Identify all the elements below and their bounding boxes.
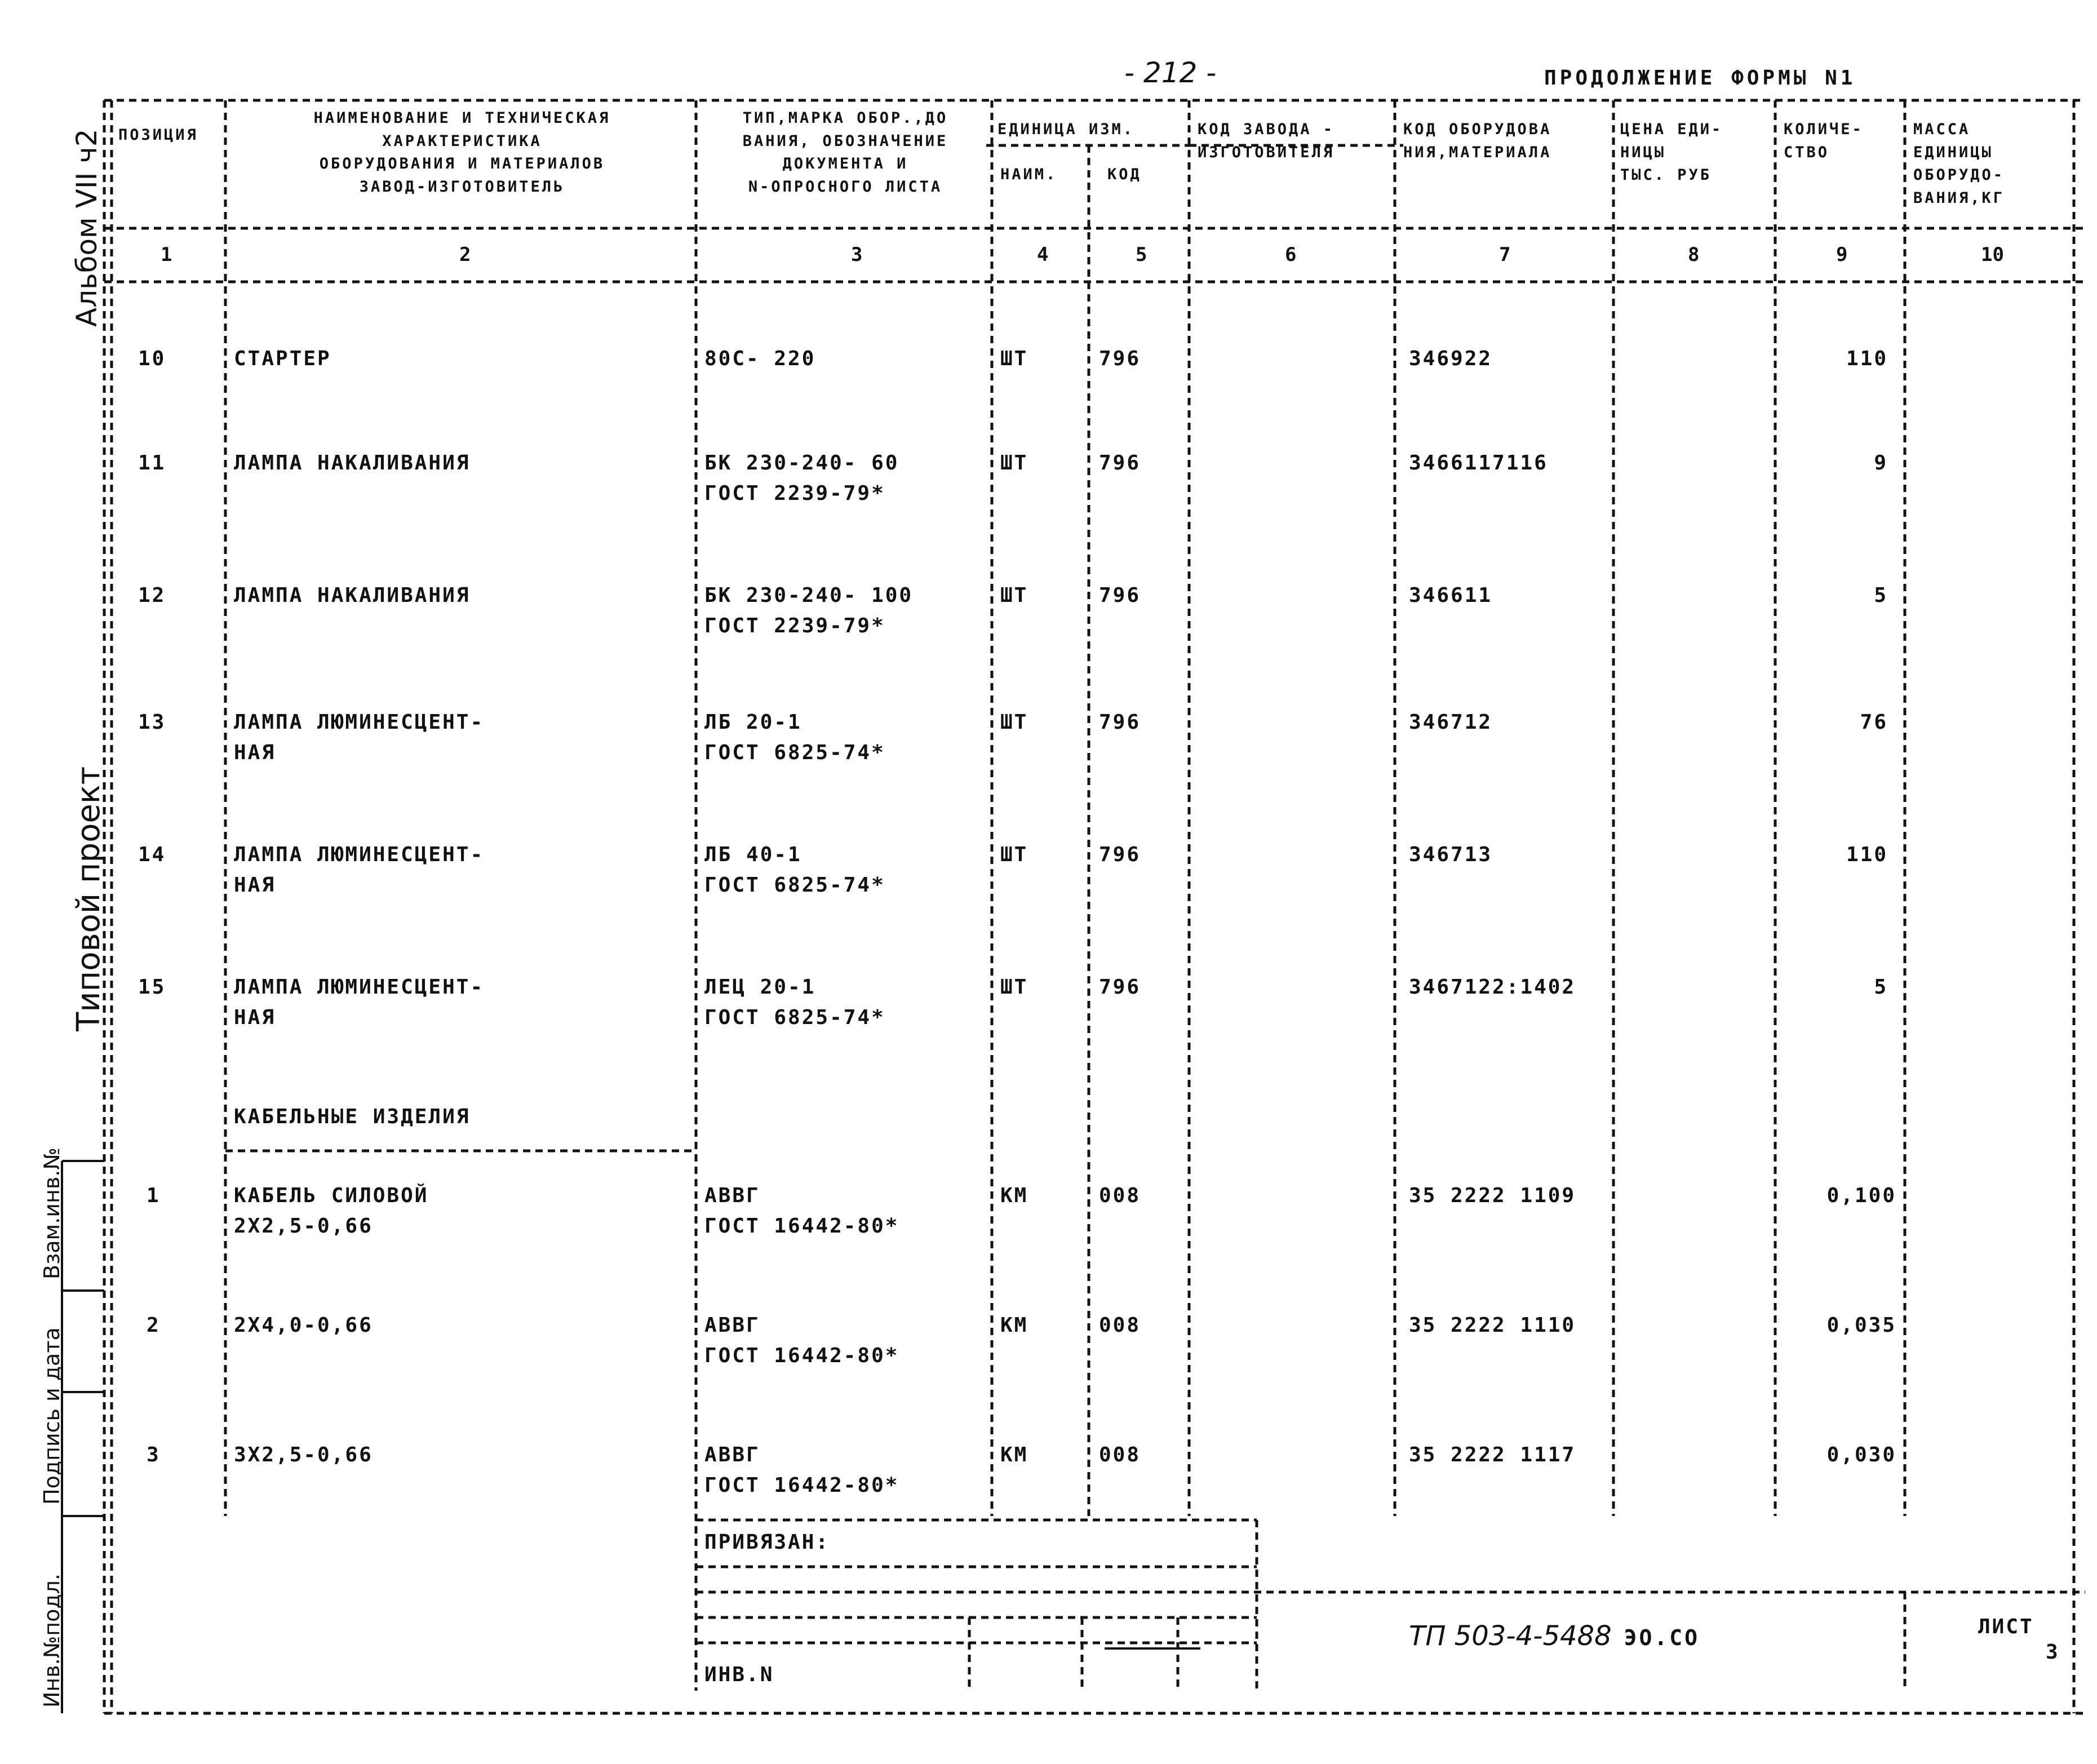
row-unit: ШТ — [1000, 843, 1028, 866]
row-type: АВВГ ГОСТ 16442-80* — [704, 1443, 899, 1497]
row-quantity: 76 — [1860, 711, 1888, 734]
row-equipment-code: 346713 — [1409, 843, 1493, 866]
header-col-1: ПОЗИЦИЯ — [118, 126, 198, 144]
stamp-inv-podl: Инв.№подл. — [39, 1573, 64, 1708]
row-quantity: 5 — [1874, 584, 1888, 607]
document-code — [1409, 1620, 1700, 1652]
row-unit: ШТ — [1000, 976, 1028, 999]
document-code-suffix: ЭО.СО — [1624, 1625, 1700, 1650]
row-quantity: 5 — [1874, 976, 1888, 999]
privyazan-label: ПРИВЯЗАН: — [704, 1531, 830, 1554]
row-position: 12 — [138, 584, 166, 607]
row-unit-code: 008 — [1099, 1184, 1141, 1207]
document-code-number: ТП 503-4-5488 — [1409, 1620, 1612, 1652]
row-name: ЛАМПА ЛЮМИНЕСЦЕНТ- НАЯ — [234, 843, 485, 897]
inv-number-label: ИНВ.N — [704, 1663, 774, 1686]
row-position: 11 — [138, 451, 166, 475]
row-unit-code: 796 — [1099, 976, 1141, 999]
row-equipment-code: 346922 — [1409, 347, 1493, 370]
header-col-7: КОД ОБОРУДОВА НИЯ,МАТЕРИАЛА — [1403, 121, 1552, 161]
row-quantity: 110 — [1846, 347, 1888, 370]
col-number-3: 3 — [851, 243, 863, 266]
row-type: ЛБ 20-1 ГОСТ 6825-74* — [704, 711, 885, 764]
col-number-9: 9 — [1836, 243, 1848, 266]
col-number-2: 2 — [459, 243, 471, 266]
row-position: 10 — [138, 347, 166, 370]
row-name: КАБЕЛЬ СИЛОВОЙ 2Х2,5-0,66 — [234, 1184, 429, 1238]
row-position: 1 — [147, 1184, 161, 1207]
stamp-podpis-data: Подпись и дата — [39, 1327, 64, 1505]
row-unit: ШТ — [1000, 711, 1028, 734]
row-equipment-code: 3466117116 — [1409, 451, 1548, 475]
row-quantity: 9 — [1874, 451, 1888, 475]
row-equipment-code: 35 2222 1109 — [1409, 1184, 1576, 1207]
col-number-5: 5 — [1136, 243, 1147, 266]
sheet-number: 3 — [2046, 1641, 2060, 1664]
header-col-5: КОД — [1107, 166, 1142, 183]
row-name: 2Х4,0-0,66 — [234, 1314, 373, 1337]
row-unit-code: 796 — [1099, 451, 1141, 475]
col-number-10: 10 — [1981, 243, 2004, 266]
row-equipment-code: 35 2222 1110 — [1409, 1314, 1576, 1337]
row-quantity: 0,035 — [1826, 1314, 1896, 1337]
row-name: ЛАМПА НАКАЛИВАНИЯ — [234, 584, 471, 607]
header-col-3: ТИП,МАРКА ОБОР.,ДО ВАНИЯ, ОБОЗНАЧЕНИЕ ДОКУМЕНТА И N-ОПРОСНОГО ЛИСТА — [742, 109, 948, 196]
form-continuation: ПРОДОЛЖЕНИЕ ФОРМЫ N1 — [1544, 67, 1856, 90]
header-col-8: ЦЕНА ЕДИ- НИЦЫ ТЫС. РУБ — [1620, 121, 1723, 184]
row-name: ЛАМПА НАКАЛИВАНИЯ — [234, 451, 471, 475]
row-unit-code: 796 — [1099, 584, 1141, 607]
row-quantity: 0,100 — [1826, 1184, 1896, 1207]
row-position: 2 — [147, 1314, 161, 1337]
row-name: 3Х2,5-0,66 — [234, 1443, 373, 1466]
row-unit-code: 008 — [1099, 1314, 1141, 1337]
header-col-9: КОЛИЧЕ- СТВО — [1784, 121, 1864, 161]
row-name: СТАРТЕР — [234, 347, 331, 370]
row-type: ЛЕЦ 20-1 ГОСТ 6825-74* — [704, 976, 885, 1029]
row-type: АВВГ ГОСТ 16442-80* — [704, 1184, 899, 1238]
row-unit-code: 796 — [1099, 711, 1141, 734]
col-number-7: 7 — [1499, 243, 1511, 266]
row-quantity: 0,030 — [1826, 1443, 1896, 1466]
row-position: 3 — [147, 1443, 161, 1466]
row-unit-code: 008 — [1099, 1443, 1141, 1466]
row-type: АВВГ ГОСТ 16442-80* — [704, 1314, 899, 1367]
col-number-8: 8 — [1688, 243, 1700, 266]
header-col-2: НАИМЕНОВАНИЕ И ТЕХНИЧЕСКАЯ ХАРАКТЕРИСТИКА ОБОРУДОВАНИЯ И МАТЕРИАЛОВ ЗАВОД-ИЗГОТОВИТЕЛЬ — [313, 109, 611, 196]
header-col-10: МАССА ЕДИНИЦЫ ОБОРУДО- ВАНИЯ,КГ — [1913, 121, 2005, 207]
row-unit-code: 796 — [1099, 843, 1141, 866]
header-col-4: НАИМ. — [1000, 166, 1058, 183]
row-unit: КМ — [1000, 1184, 1028, 1207]
page-number: - 212 - — [1124, 56, 1217, 89]
row-position: 15 — [138, 976, 166, 999]
section-title: КАБЕЛЬНЫЕ ИЗДЕЛИЯ — [234, 1105, 471, 1128]
row-unit: ШТ — [1000, 451, 1028, 475]
col-number-1: 1 — [161, 243, 172, 266]
row-type: 80С- 220 — [704, 347, 816, 370]
row-position: 14 — [138, 843, 166, 866]
row-equipment-code: 346611 — [1409, 584, 1493, 607]
row-position: 13 — [138, 711, 166, 734]
row-unit: КМ — [1000, 1314, 1028, 1337]
stamp-vzam-inv: Взам.инв.№ — [39, 1147, 64, 1279]
row-name: ЛАМПА ЛЮМИНЕСЦЕНТ- НАЯ — [234, 711, 485, 764]
row-name: ЛАМПА ЛЮМИНЕСЦЕНТ- НАЯ — [234, 976, 485, 1029]
row-type: БК 230-240- 60 ГОСТ 2239-79* — [704, 451, 899, 505]
album-label: Альбом VII ч2 — [70, 128, 103, 327]
row-unit: КМ — [1000, 1443, 1028, 1466]
row-unit: ШТ — [1000, 347, 1028, 370]
row-equipment-code: 346712 — [1409, 711, 1493, 734]
row-type: ЛБ 40-1 ГОСТ 6825-74* — [704, 843, 885, 897]
row-unit: ШТ — [1000, 584, 1028, 607]
row-equipment-code: 3467122:1402 — [1409, 976, 1576, 999]
col-number-4: 4 — [1037, 243, 1049, 266]
row-unit-code: 796 — [1099, 347, 1141, 370]
sheet-label: ЛИСТ — [1978, 1615, 2034, 1638]
row-equipment-code: 35 2222 1117 — [1409, 1443, 1576, 1466]
project-label: Типовой проект — [70, 766, 107, 1031]
header-col-6: КОД ЗАВОДА - ИЗГОТОВИТЕЛЯ — [1198, 121, 1335, 161]
row-type: БК 230-240- 100 ГОСТ 2239-79* — [704, 584, 914, 637]
row-quantity: 110 — [1846, 843, 1888, 866]
col-number-6: 6 — [1285, 243, 1297, 266]
header-unit-group: ЕДИНИЦА ИЗМ. — [997, 121, 1135, 138]
